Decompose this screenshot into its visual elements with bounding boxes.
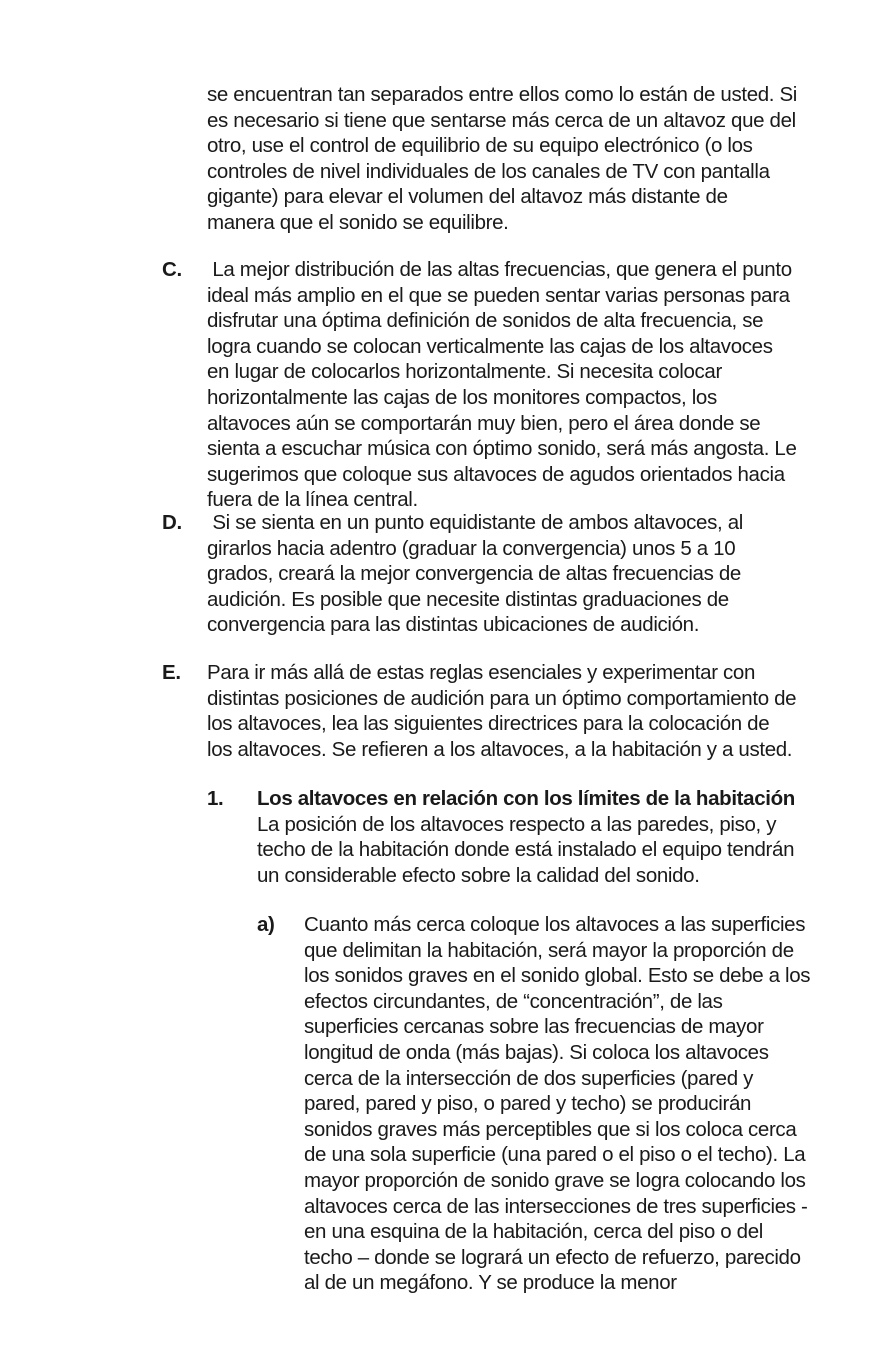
subsection-1 — [257, 786, 797, 888]
item-marker-c: C. — [162, 258, 182, 281]
item-marker-e: E. — [162, 661, 181, 684]
subitem-a-paragraph: Cuanto más cerca coloque los altavoces a las superficies que delimitan la habitación, será mayor la proporción de los sonidos graves en el sonido global. Esto se debe a los efectos circundantes, de “concentración”, de las superficies cercanas sobre las frecuencias de mayor longitud de onda (más bajas). Si coloca los altavoces cerca de la intersección de dos superficies (pared y pared, pared y piso, o pared y techo) se producirán sonidos graves más perceptibles que si los coloca cerca de una sola superficie (una pared o el piso o el techo). La mayor proporción de sonido grave se logra colocando los altavoces cerca de las intersecciones de tres superficies - en una esquina de la habitación, cerca del piso o del techo – donde se logrará un efecto de refuerzo, parecido al de un megáfono. Y se produce la menor — [304, 913, 811, 1295]
item-e-paragraph: Para ir más allá de estas reglas esenciales y experimentar con distintas posiciones de audición para un óptimo comportamiento de los altavoces, lea las siguientes directrices para la colocación de los altavoces. Se refieren a los altavoces, a la habitación y a usted. — [207, 661, 797, 761]
intro-paragraph: se encuentran tan separados entre ellos como lo están de usted. Si es necesario si tiene que sentarse más cerca de un altavoz que del otro, use el control de equilibrio de su equipo electrónico (o los controles de nivel individuales de los canales de TV con pantalla gigante) para elevar el volumen del altavoz más distante de manera que el sonido se equilibre. — [207, 83, 798, 234]
item-marker-d: D. — [162, 511, 182, 534]
item-d-paragraph: Si se sienta en un punto equidistante de ambos altavoces, al girarlos hacia adentro (graduar la convergencia) unos 5 a 10 grados, creará la mejor convergencia de altas frecuencias de audición. Es posible que necesite distintas graduaciones de convergencia para las distintas ubicaciones de audición. — [207, 511, 749, 637]
subsection-marker-1: 1. — [207, 787, 224, 810]
item-c-paragraph: La mejor distribución de las altas frecuencias, que genera el punto ideal más amplio en el que se pueden sentar varias personas para disfrutar una óptima definición de sonidos de alta frecuencia, se logra cuando se colocan verticalmente las cajas de los altavoces en lugar de colocarlos horizontalmente. Si necesita colocar horizontalmente las cajas de los monitores compactos, los altavoces aún se comportarán muy bien, pero el área donde se sienta a escuchar música con óptimo sonido, será más angosta. Le sugerimos que coloque sus altavoces de agudos orientados hacia fuera de la línea central. — [207, 258, 802, 512]
subsection-paragraph: La posición de los altavoces respecto a las paredes, piso, y techo de la habitación donde está instalado el equipo tendrán un considerable efecto sobre la calidad del sonido. — [257, 812, 795, 887]
subitem-marker-a: a) — [257, 913, 275, 936]
subsection-heading: Los altavoces en relación con los límites de la habitación — [257, 787, 795, 810]
